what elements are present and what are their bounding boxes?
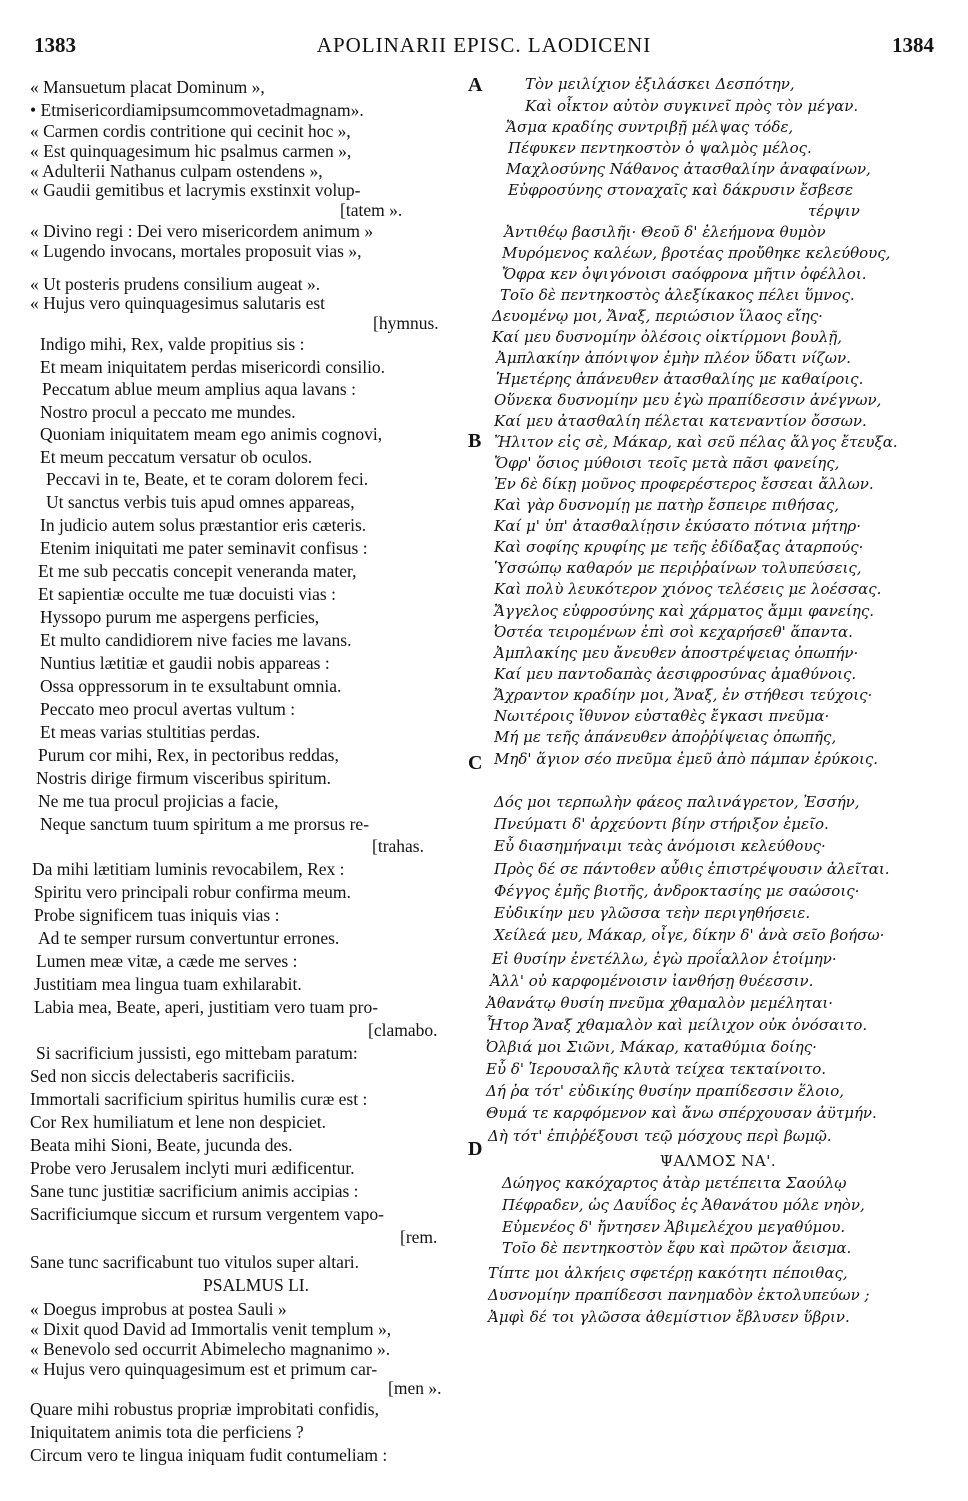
latin-line: Peccavi in te, Beate, et te coram dolorem feci. — [46, 469, 369, 489]
latin-line: [rem. — [400, 1227, 438, 1247]
greek-line: Ἄχραντον κραδίην μοι, Ἄναξ, ἐν στήθεσι τεύχοις· — [494, 686, 873, 704]
greek-line: Μηδ' ἅγιον σέο πνεῦμα ἐμεῦ ἀπὸ πάμπαν ἐρύκοις. — [494, 750, 879, 768]
latin-line: « Est quinquagesimum hic psalmus carmen », — [30, 141, 352, 161]
latin-line: Spiritu vero principali robur confirma meum. — [34, 882, 351, 902]
greek-line: Τοῖο δὲ πεντηκοστὸς ἀλεξίκακος πέλει ὕμνος. — [500, 286, 855, 304]
latin-line: [tatem ». — [340, 200, 403, 220]
greek-line: Ὑσσώπῳ καθαρόν με περιῤῥαίνων τολυπεύσεις, — [494, 559, 862, 577]
latin-line: « Lugendo invocans, mortales proposuit vias », — [30, 241, 362, 261]
latin-line: « Adulterii Nathanus culpam ostendens », — [30, 161, 323, 181]
latin-line: Ossa oppressorum in te exsultabunt omnia. — [40, 676, 342, 696]
latin-line: Quoniam iniquitatem meam ego animis cognovi, — [40, 424, 383, 444]
latin-line: PSALMUS LI. — [203, 1275, 309, 1295]
latin-line: Indigo mihi, Rex, valde propitius sis : — [40, 334, 305, 354]
latin-line: Et sapientiæ occulte me tuæ docuisti vias : — [38, 584, 336, 604]
greek-line: Τίπτε μοι ἀλκήεις σφετέρῃ κακότητι πέποιθας, — [488, 1264, 848, 1282]
latin-line: Sacrificiumque siccum et rursum vergentem vapo- — [30, 1204, 384, 1224]
latin-line: « Dixit quod David ad Immortalis venit templum », — [30, 1319, 392, 1339]
greek-line: Πρὸς δέ σε πάντοθεν αὖθις ἐπιστρέψουσιν ἀλεῖται. — [494, 860, 890, 878]
greek-line: Καί μευ παντοδαπὰς ἀεσιφροσύνας ἀμαθύνοις. — [494, 665, 857, 683]
latin-line: Et me sub peccatis concepit veneranda mater, — [38, 561, 357, 581]
latin-line: Justitiam mea lingua tuam exhilarabit. — [34, 974, 302, 994]
latin-line: Probe significem tuas iniquis vias : — [34, 905, 280, 925]
greek-line: ΨΑΛΜΟΣ ΝΑ'. — [659, 1152, 777, 1170]
greek-line: Δώηγος κακόχαρτος ἀτὰρ μετέπειτα Σαούλῳ — [502, 1174, 847, 1192]
latin-line: Etenim iniquitati me pater seminavit confisus : — [40, 538, 368, 558]
greek-line: Ἀμπλακίης μευ ἄνευθεν ἀποστρέψειας ὀπωπήν· — [494, 644, 859, 662]
greek-line: Καὶ γὰρ δυσνομίῃ με πατὴρ ἔσπειρε πιθήσας, — [494, 496, 840, 514]
greek-line: Μυρόμενος καλέων, βροτέας προὔθηκε κελεύθους, — [502, 244, 891, 262]
greek-line: Εὖ δ' Ἱερουσαλῆς κλυτὰ τείχεα τεκταίνοιτο. — [486, 1060, 827, 1078]
latin-line: « Hujus vero quinquagesimum est et primum car- — [30, 1359, 378, 1379]
greek-line: Δή ῥα τότ' εὐδικίης θυσίην πραπίδεσσιν ἕλοιο, — [486, 1082, 845, 1100]
latin-line: Et meam iniquitatem perdas misericordi consilio. — [40, 357, 386, 377]
latin-line: [hymnus. — [373, 313, 439, 333]
greek-line: Εὐμενέος δ' ἤντησεν Ἀβιμελέχου μεγαθύμου. — [502, 1218, 846, 1236]
latin-line: Nostro procul a peccato me mundes. — [40, 402, 296, 422]
latin-line: Ut sanctus verbis tuis apud omnes appareas, — [46, 492, 355, 512]
greek-line: Ὀλβιά μοι Σιῶνι, Μάκαρ, καταθύμια δοίης· — [486, 1038, 817, 1056]
greek-line: Μή με τεῆς ἀπάνευθεν ἀποῤῥίψειας ὀπωπῆς, — [494, 728, 837, 746]
greek-line: Εὐφροσύνης στοναχαῖς καὶ δάκρυσιν ἔσβεσε — [508, 181, 853, 199]
margin-marker-b: B — [468, 430, 482, 452]
greek-line: Ἄσμα κραδίης συντριβῇ μέλψας τόδε, — [506, 118, 794, 136]
greek-line: Ἀντιθέῳ βασιλῆι· Θεοῦ δ' ἐλεήμονα θυμὸν — [504, 223, 826, 241]
greek-line: Πέφραδεν, ὡς Δαυΐδος ἐς Ἀθανάτου μόλε νηὸν, — [502, 1196, 865, 1214]
greek-line: Ὄφρ' ὅσιος μύθοισι τεοῖς μετὰ πᾶσι φανείης, — [494, 454, 840, 472]
latin-line: « Carmen cordis contritione qui cecinit hoc », — [30, 121, 351, 141]
greek-line: τέρψιν — [808, 202, 860, 220]
greek-line: Καί μ' ὑπ' ἀτασθαλίῃσιν ἐκύσατο πότνια μήτηρ· — [494, 517, 861, 535]
greek-line: Ἀλλ' οὐ καρφομένοισιν ἰανθήσῃ θυέεσσιν. — [490, 972, 814, 990]
greek-line: Χείλεά μευ, Μάκαρ, οἶγε, δίκην δ' ἀνὰ σεῖο βοήσω· — [494, 926, 885, 944]
greek-line: Εὖ διασημήναιμι τεὰς ἀνόμοισι κελεύθους· — [494, 837, 826, 855]
greek-line: Ἄγγελος εὐφροσύνης καὶ χάρματος ἄμμι φανείης. — [494, 602, 874, 620]
latin-line: Beata mihi Sioni, Beate, jucunda des. — [30, 1135, 293, 1155]
latin-line: Ad te semper rursum convertuntur errones. — [38, 928, 340, 948]
latin-line: Sane tunc sacrificabunt tuo vitulos super altari. — [30, 1252, 360, 1272]
greek-line: Ἀθανάτῳ θυσίη πνεῦμα χθαμαλὸν μεμέληται· — [486, 994, 834, 1012]
greek-line: Φέγγος ἐμῆς βιοτῆς, ἀνδροκτασίης με σαώσοις· — [494, 882, 860, 900]
latin-line: Sane tunc justitiæ sacrificium animis accipias : — [30, 1181, 359, 1201]
greek-line: Πνεύματι δ' ἀρχεύοντι βίην στήριξον ἐμεῖο. — [494, 815, 829, 833]
greek-line: Ὄφρα κεν ὀψιγόνοισι σαόφρονα μῆτιν ὀφέλλοι. — [502, 265, 867, 283]
margin-marker-d: D — [468, 1138, 483, 1160]
greek-line: Ἀμφὶ δέ τοι γλῶσσα ἀθεμίστιον ἔβλυσεν ὕβριν. — [488, 1308, 850, 1326]
page-number-left: 1383 — [34, 33, 76, 57]
greek-line: Δευομένῳ μοι, Ἄναξ, περιώσιον ἵλαος εἴης· — [492, 307, 823, 325]
latin-line: Nostris dirige firmum visceribus spiritum. — [36, 768, 332, 788]
latin-line: Ne me tua procul projicias a facie, — [38, 791, 279, 811]
greek-line: Δὴ τότ' ἐπιῤῥέξουσι τεῷ μόσχους περὶ βωμῷ. — [488, 1127, 832, 1145]
greek-line: Ὀστέα τειρομένων ἐπὶ σοὶ κεχαρήσεθ' ἅπαντα. — [494, 623, 853, 641]
greek-line: Νωιτέροις ἴθυνον εὐσταθὲς ἔγκασι πνεῦμα· — [494, 707, 830, 725]
latin-line: Da mihi lætitiam luminis revocabilem, Rex : — [32, 859, 345, 879]
latin-line: Neque sanctum tuum spiritum a me prorsus re- — [40, 814, 370, 834]
greek-line: Δός μοι τερπωλὴν φάεος παλινάγρετον, Ἐσσήν, — [494, 793, 860, 811]
latin-line: Et multo candidiorem nive facies me lavans. — [40, 630, 352, 650]
latin-line: [men ». — [388, 1378, 442, 1398]
page-number-right: 1384 — [892, 33, 934, 57]
margin-marker-c: C — [468, 752, 483, 774]
greek-line: Καὶ πολὺ λευκότερον χιόνος τελέσεις με λοέσσας. — [494, 580, 882, 598]
greek-line: Καί μευ ἀτασθαλίη πέλεται κατεναντίον ὄσσων. — [494, 412, 867, 430]
latin-line: Peccato meo procul avertas vultum : — [40, 699, 296, 719]
greek-line: Εἰ θυσίην ἐνετέλλω, ἐγὼ προΐαλλον ἑτοίμην· — [492, 950, 837, 968]
latin-line: Labia mea, Beate, aperi, justitiam vero tuam pro- — [34, 997, 379, 1017]
greek-line: Πέφυκεν πεντηκοστὸν ὁ ψαλμὸς μέλος. — [508, 139, 812, 157]
greek-line: Ἦτορ Ἄναξ χθαμαλὸν καὶ μείλιχον οὐκ ὀνόσαιτο. — [486, 1016, 868, 1034]
latin-line: Probe vero Jerusalem inclyti muri ædificentur. — [30, 1158, 355, 1178]
latin-line: Et meum peccatum versatur ob oculos. — [40, 447, 313, 467]
greek-line: Θυμά τε καρφόμενον καὶ ἄνω σπέρχουσαν ἀϋτμήν. — [486, 1104, 877, 1122]
latin-line: Iniquitatem animis tota die perficiens ? — [30, 1422, 304, 1442]
latin-line: Nuntius lætitiæ et gaudii nobis appareas : — [40, 653, 330, 673]
latin-line: « Gaudii gemitibus et lacrymis exstinxit volup- — [30, 180, 361, 200]
latin-line: Et meas varias stultitias perdas. — [40, 722, 261, 742]
greek-line: Τοῖο δὲ πεντηκοστὸν ἔφυ καὶ πρῶτον ἄεισμα. — [502, 1239, 852, 1257]
greek-line: Ἀμπλακίην ἀπόνιψον ἐμὴν πλέον ὕδατι νίζων. — [496, 349, 851, 367]
latin-line: « Benevolo sed occurrit Abimelecho magnanimo ». — [30, 1339, 391, 1359]
running-title: APOLINARII EPISC. LAODICENI — [316, 33, 652, 57]
latin-line: Sed non siccis delectaberis sacrificiis. — [30, 1066, 295, 1086]
latin-line: Hyssopo purum me aspergens perficies, — [40, 607, 320, 627]
latin-line: Cor Rex humiliatum et lene non despiciet. — [30, 1112, 326, 1132]
latin-line: « Ut posteris prudens consilium augeat ». — [30, 274, 321, 294]
greek-line: Οὕνεκα δυσνομίην μευ ἐγὼ πραπίδεσσιν ἀνέγνων, — [494, 391, 882, 409]
greek-line: Ἡμετέρης ἀπάνευθεν ἀτασθαλίης με καθαίροις. — [496, 370, 864, 388]
greek-line: Εὐδικίην μευ γλῶσσα τεὴν περιγηθήσειε. — [494, 904, 811, 922]
latin-line: [trahas. — [372, 836, 424, 856]
latin-line: « Hujus vero quinquagesimus salutaris est — [30, 293, 326, 313]
margin-marker-a: A — [468, 74, 483, 96]
latin-line: In judicio autem solus præstantior eris cæteris. — [40, 515, 367, 535]
greek-line: Καί μευ δυσνομίην ὀλέσοις οἰκτίρμονι βουλῇ, — [492, 328, 842, 346]
greek-line: Ἤλιτον εἰς σὲ, Μάκαρ, καὶ σεῦ πέλας ἄλγος ἔτευξα. — [494, 433, 898, 451]
greek-line: Μαχλοσύνης Νάθανος ἀτασθαλίην ἀναφαίνων, — [506, 160, 871, 178]
latin-line: Circum vero te lingua iniquam fudit contumeliam : — [30, 1445, 388, 1465]
latin-line: [clamabo. — [368, 1020, 438, 1040]
latin-line: « Divino regi : Dei vero misericordem animum » — [30, 221, 374, 241]
latin-line: Peccatum ablue meum amplius aqua lavans : — [42, 379, 356, 399]
greek-line: Τὸν μειλίχιον ἐξιλάσκει Δεσπότην, — [525, 75, 795, 93]
latin-line: « Doegus improbus at postea Sauli » — [30, 1299, 287, 1319]
greek-line: Καὶ οἶκτον αὐτὸν συγκινεῖ πρὸς τὸν μέγαν. — [525, 97, 859, 115]
latin-line: Quare mihi robustus propriæ improbitati confidis, — [30, 1399, 379, 1419]
latin-line: Lumen meæ vitæ, a cæde me serves : — [36, 951, 298, 971]
latin-line: « Mansuetum placat Dominum », — [30, 77, 265, 97]
greek-line: Δυσνομίην πραπίδεσσι πανημαδὸν ἐκτολυπεύων ; — [488, 1286, 870, 1304]
greek-line: Καὶ σοφίης κρυφίης με τεῆς ἐδίδαξας ἀταρπούς· — [494, 538, 864, 556]
latin-line: Si sacrificium jussisti, ego mittebam paratum: — [36, 1043, 358, 1063]
latin-line: Immortali sacrificium spiritus humilis curæ est : — [30, 1089, 368, 1109]
greek-line: Ἐν δὲ δίκῃ μοῦνος προφερέστερος ἔσσεαι ἄλλων. — [494, 475, 874, 493]
latin-line: Purum cor mihi, Rex, in pectoribus reddas, — [38, 745, 339, 765]
latin-line: • Etmisericordiamipsumcommovetadmagnam». — [30, 100, 364, 120]
